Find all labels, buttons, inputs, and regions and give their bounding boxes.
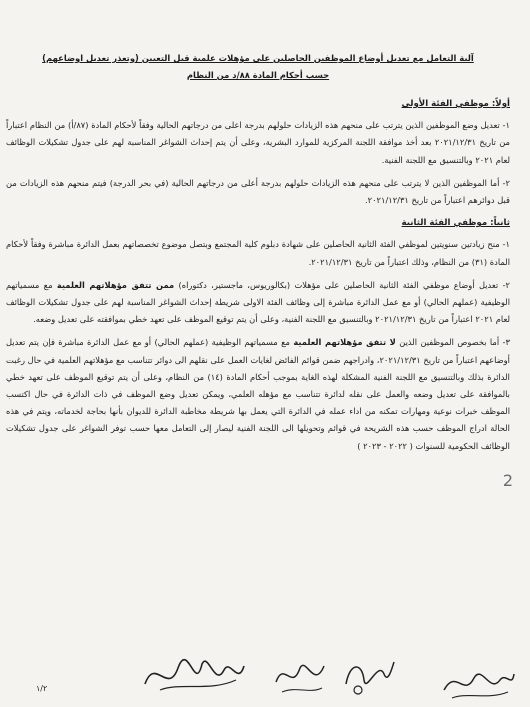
- margin-page-marker: 2: [502, 471, 514, 490]
- document-body: [6, 50, 510, 461]
- page-number: ١/٢: [36, 684, 48, 693]
- section-2-item-3-text-a: ٣- أما بخصوص الموظفين الذين: [395, 337, 511, 348]
- document-title: [6, 50, 510, 84]
- title-line-1: آلية التعامل مع تعديل أوضاع الموظفين الحاصلين على مؤهلات علمية قبل التعيين (وتعذر تعديل اوضاعهم): [42, 53, 474, 63]
- section-2-item-3: [6, 334, 510, 454]
- section-1-item-2: ٢- أما الموظفين الذين لا يترتب على منحهم هذه الزيادات حلولهم بدرجة أعلى من درجاتهم الحالية (في بحر الدرجة) فيتم منحهم هذه الزيادات من قبل دوائرهم اعتباراً من تاريخ ٢٠٢١/١٢/٣١.: [6, 177, 510, 206]
- section-2-item-1: ١- منح زيادتين سنويتين لموظفي الفئة الثانية الحاصلين على شهادة دبلوم كلية المجتمع وبتصل موضوع تخصصاتهم بعمل الدائرة مباشرة وفقاً لأحكام المادة (٣١) من النظام، وذلك اعتباراً من تاريخ ٢٠٢١/١٢/٣١.: [6, 239, 510, 267]
- signature-2: [270, 652, 330, 700]
- section-2-item-2: [6, 277, 510, 329]
- section-1-item-1: ١- تعديل وضع الموظفين الذين يترتب على منحهم هذه الزيادات حلولهم بدرجة اعلى من درجاتهم الحالية وفقاً لأحكام المادة (٨٧/أ) من النظام اعتباراً من تاريخ ٢٠٢١/١٢/٣١ بعد أخذ موافقة اللجنة المركزية للموارد البشرية، وعلى أن يتم إحداث الشواغر المناسبة لهم على جدول تشكيلات الوظائف لعام ٢٠٢١ وبالتنسيق مع اللجنة الفنية.: [6, 120, 510, 165]
- section-2-item-3-text-b: مع مسمياتهم الوظيفية (عملهم الحالي) أو مع عمل الدائرة مباشرة فإن يتم تعديل أوضاعهم اعتباراً من تاريخ ٢٠٢١/١٢/٣١، وادراجهم ضمن قوائم الفائض لغايات العمل على نقلهم الى دوائر تتناسب مع مؤهلاتهم العلمية في حال رغبت الدائرة بذلك وبالتنسيق مع اللجنة الفنية المشكلة لهذه الغاية بموجب أحكام المادة (١٤) من النظام، وعلى أن يتم توقيع الموظف على تعهد خطي بالموافقة على تعديل وضعه والعمل على نقله لدائرة تتناسب مع مؤهله العلمي، ويمكن تعديل وضع الموظف في ذات الدائرة في حال اكتسب الموظف خبرات نوعية ومهارات تمكنه من اداء عمله في الدائرة التي يعمل بها شريطة مخاطبة الدائرة للديوان بأنها بحاجة لخدماته، ويتم في هذه الحالة ادراج الموظف حسب هذه الشريحة في قوائم وتحويلها الى اللجنة الفنية ليصار إلى التعامل معها حسب توفر الشواغر على جدول تشكيلات الوظائف الحكومية للسنوات ( ٢٠٢٢ - ٢٠٢٣ ): [6, 337, 510, 451]
- section-2-item-2-emphasis: ممن تتفق مؤهلاتهم العلمية: [56, 279, 175, 290]
- section-2-item-2-text-a: ٢- تعديل أوضاع موظفي الفئة الثانية الحاصلين على مؤهلات (بكالوريوس، ماجستير، دكتوراه): [174, 279, 510, 290]
- title-line-2: حسب أحكام المادة ٨٨/د من النظام: [186, 70, 330, 80]
- signature-4: [438, 660, 518, 706]
- section-2-heading: ثانياً: موظفي الفئة الثانية: [401, 218, 510, 229]
- signature-3: [338, 650, 398, 700]
- signature-1: [140, 646, 250, 701]
- section-2-item-3-emphasis: لا تتفق مؤهلاتهم العلمية: [293, 337, 396, 348]
- section-2-item-2-text-b: مع مسمياتهم الوظيفية (عملهم الحالي) أو مع عمل الدائرة مباشرة إلى وظائف الفئة الاولى شريطة إحداث الشواغر المناسبة لهم على جدول تشكيلات الوظائف لعام ٢٠٢١ اعتباراً من تاريخ ٢٠٢١/١٢/٣١ وبالتنسيق مع اللجنة الفنية، وعلى أن يتم توقيع الموظف على تعهد خطي بموافقته على تعديل وضعه.: [6, 279, 510, 325]
- section-1-heading: أولاً: موظفي الفئة الأولى: [401, 99, 510, 109]
